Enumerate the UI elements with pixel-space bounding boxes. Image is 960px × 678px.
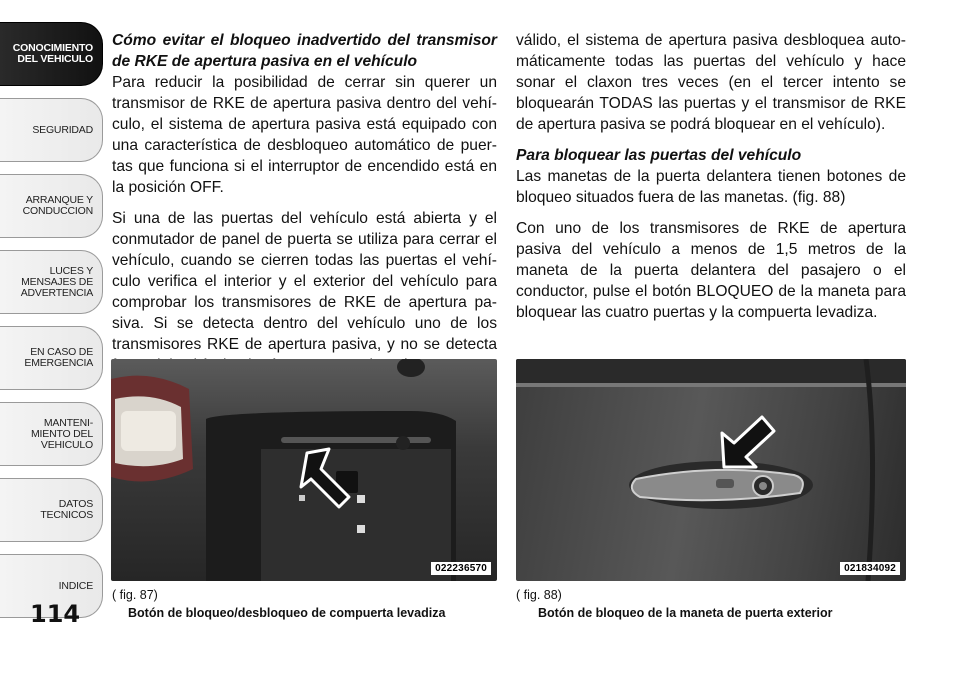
figure-code: 021834092 [840,562,900,575]
section-heading: Para bloquear las puertas del vehículo [516,147,802,164]
paragraph: Las manetas de la puerta delantera tienen botones de bloqueo situados fuera de las manetas. (fig. 88) [516,168,906,206]
tab-mantenimiento[interactable] [0,402,103,466]
paragraph: Para reducir la posibilidad de cerrar sin querer un transmisor de RKE de apertura pasiva dentro del vehí-culo, el sistema de apertura pasiva está equipado con una característica de desbloqueo automático de puer-tas que funciona si el interruptor de encendido está en la posición OFF. [112,74,497,196]
tab-luces-y-mensajes[interactable] [0,250,103,314]
tab-label: EN CASO DE EMERGENCIA [24,346,93,369]
figure-label: ( fig. 88) [516,588,562,602]
tab-label: ARRANQUE Y CONDUCCION [22,194,93,217]
page-number: 114 [30,600,81,628]
figure-label: ( fig. 87) [112,588,158,602]
figure-code: 022236570 [431,562,491,575]
tab-arranque-y-conduccion[interactable] [0,174,103,238]
figure-caption: Botón de bloqueo de la maneta de puerta exterior [538,606,833,620]
tab-en-caso-de-emergencia[interactable] [0,326,103,390]
figure-caption: Botón de bloqueo/desbloqueo de compuerta levadiza [128,606,446,620]
paragraph: Si una de las puertas del vehículo está abierta y el conmutador de panel de puerta se utiliza para cerrar el vehículo, cuando se cierren todas las puertas el vehí-culo verifica el interior y el exterior del vehículo para comprobar los transmisores de RKE de apertura pa-siva. Si se detecta dentro del vehículo uno de los transmisores RKE de apertura pasiva, y no se detecta [112,210,497,353]
figure-liftgate-photo [111,359,497,581]
tab-label: INDICE [58,579,93,592]
section-heading: Cómo evitar el bloqueo inadvertido del transmisor de RKE de apertura pasiva en el vehículo [112,32,497,70]
tab-label: MANTENI- MIENTO DEL VEHICULO [31,416,93,451]
door-handle-illustration [516,359,906,581]
paragraph: Con uno de los transmisores de RKE de apertura pasiva del vehículo a menos de 1,5 metros de la maneta de la puerta delantera del pasajero o el conductor, pulse el botón BLOQUEO de la maneta para bloquear las cuatro puertas y la compuerta levadiza. [516,220,906,321]
tab-seguridad[interactable] [0,98,103,162]
tab-label: CONOCIMIENTO DEL VEHICULO [12,42,93,65]
tab-label: SEGURIDAD [32,123,93,136]
tab-label: DATOS TECNICOS [40,498,93,521]
figure-door-handle-photo [516,359,906,581]
left-column [112,30,497,386]
tab-datos-tecnicos[interactable] [0,478,103,542]
tab-conocimiento-del-vehiculo[interactable] [0,22,103,86]
pointer-arrow [722,417,774,467]
liftgate-illustration [111,359,497,581]
tab-label: LUCES Y MENSAJES DE ADVERTENCIA [20,264,93,299]
right-column [516,30,906,333]
paragraph: válido, el sistema de apertura pasiva desbloquea auto-máticamente todas las puertas del vehículo y hace sonar el claxon tres veces (en el tercer intento se bloquearán TODAS las puertas y el transmisor de RKE de apertura pasiva se podrá bloquear en el vehículo). [516,32,906,133]
